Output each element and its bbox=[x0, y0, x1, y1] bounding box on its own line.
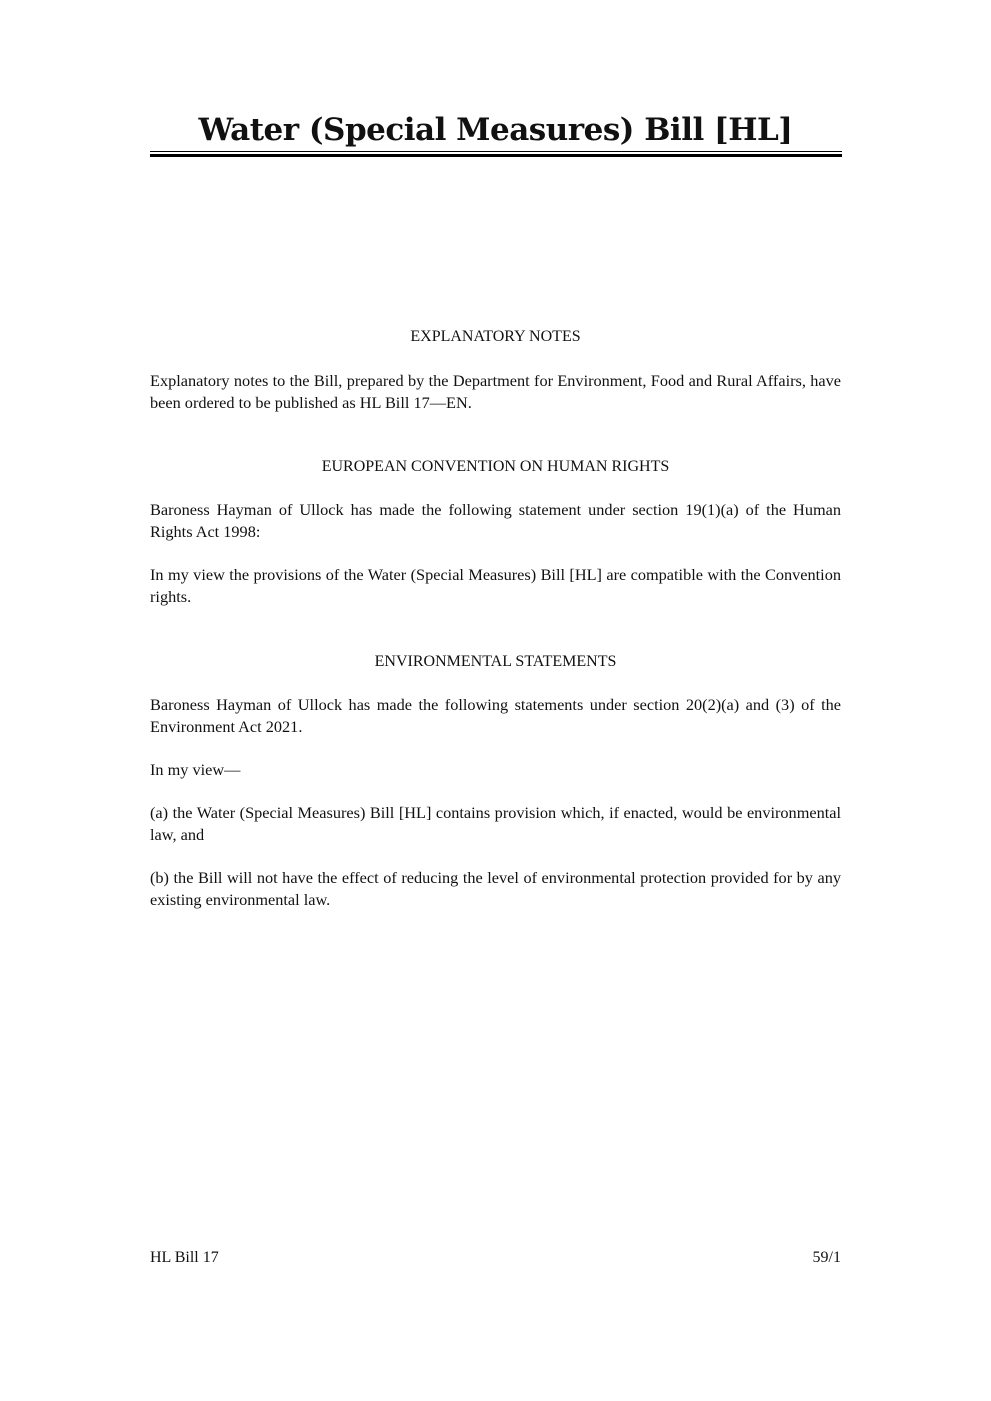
paragraph: (b) the Bill will not have the effect of reducing the level of environmental protection provided for by any existing environmental law. bbox=[150, 868, 841, 909]
section-heading-explanatory-notes: EXPLANATORY NOTES bbox=[410, 328, 581, 345]
paragraph: Explanatory notes to the Bill, prepared by the Department for Environment, Food and Rural Affairs, have been ordered to be published as HL Bill 17—EN. bbox=[150, 371, 841, 412]
paragraph: (a) the Water (Special Measures) Bill [HL] contains provision which, if enacted, would be environmental law, and bbox=[150, 803, 841, 844]
paragraph: In my view the provisions of the Water (Special Measures) Bill [HL] are compatible with the Convention rights. bbox=[150, 565, 841, 606]
footer-page-number: 59/1 bbox=[812, 1249, 841, 1266]
footer-bill-number: HL Bill 17 bbox=[150, 1249, 219, 1266]
title-rule-thin bbox=[150, 151, 842, 152]
paragraph: Baroness Hayman of Ullock has made the following statements under section 20(2)(a) and (3) of the Environment Act 2021. bbox=[150, 695, 841, 736]
document-title: Water (Special Measures) Bill [HL] bbox=[198, 112, 793, 148]
section-heading-echr: EUROPEAN CONVENTION ON HUMAN RIGHTS bbox=[321, 458, 670, 475]
section-heading-environmental-statements: ENVIRONMENTAL STATEMENTS bbox=[374, 653, 617, 670]
title-rule-thick bbox=[150, 154, 842, 157]
paragraph: In my view— bbox=[150, 760, 241, 779]
paragraph: Baroness Hayman of Ullock has made the following statement under section 19(1)(a) of the Human Rights Act 1998: bbox=[150, 500, 841, 541]
